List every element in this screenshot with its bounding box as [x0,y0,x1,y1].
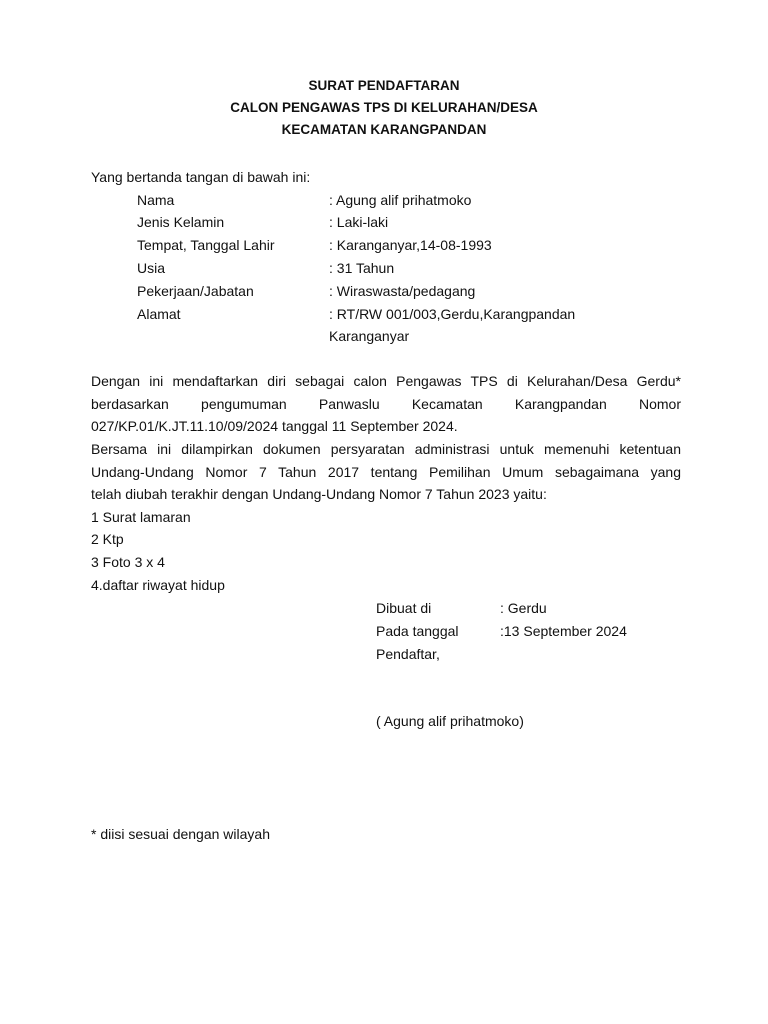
paragraph-line: berdasarkan pengumuman Panwaslu Kecamatan Karangpandan Nomor [91,395,681,412]
registration-paragraph [91,370,681,438]
attachment-paragraph [91,438,681,506]
field-value-address: : RT/RW 001/003,Gerdu,Karangpandan [329,306,576,322]
field-label-birth: Tempat, Tanggal Lahir [137,237,275,253]
paragraph-line: Undang-Undang Nomor 7 Tahun 2017 tentang Pemilihan Umum sebagaimana yang [91,463,681,480]
footnote: * diisi sesuai dengan wilayah [91,826,270,842]
field-label-name: Nama [137,192,175,208]
list-item: 1 Surat lamaran [91,509,191,525]
document-subtitle-district: KECAMATAN KARANGPANDAN [281,122,487,137]
field-value-birth: : Karanganyar,14-08-1993 [329,237,492,253]
field-value-age: : 31 Tahun [329,260,395,276]
field-label-occupation: Pekerjaan/Jabatan [137,283,254,299]
signature-date-value: :13 September 2024 [500,623,627,639]
document-title: SURAT PENDAFTARAN [308,78,460,93]
field-value-address-cont: Karanganyar [329,328,410,344]
list-item: 2 Ktp [91,531,124,547]
paragraph-line: 027/KP.01/K.JT.11.10/09/2024 tanggal 11 September 2024. [91,418,458,435]
signature-place-value: : Gerdu [500,600,547,616]
paragraph-line: Bersama ini dilampirkan dokumen persyaratan administrasi untuk memenuhi ketentuan [91,441,681,457]
field-value-occupation: : Wiraswasta/pedagang [329,283,476,299]
paragraph-line: Dengan ini mendaftarkan diri sebagai calon Pengawas TPS di Kelurahan/Desa Gerdu* [91,373,681,389]
signature-role: Pendaftar, [376,646,440,662]
intro-text: Yang bertanda tangan di bawah ini: [91,169,311,185]
field-label-age: Usia [137,260,166,276]
field-label-address: Alamat [137,306,181,322]
signature-name: ( Agung alif prihatmoko) [376,713,524,729]
paragraph-line: telah diubah terakhir dengan Undang-Undang Nomor 7 Tahun 2023 yaitu: [91,486,547,503]
list-item: 4.daftar riwayat hidup [91,577,225,593]
field-label-gender: Jenis Kelamin [137,214,225,230]
list-item: 3 Foto 3 x 4 [91,554,165,570]
field-value-gender: : Laki-laki [329,214,389,230]
signature-date-label: Pada tanggal [376,623,459,639]
signature-place-label: Dibuat di [376,600,432,616]
document-subtitle: CALON PENGAWAS TPS DI KELURAHAN/DESA [230,100,538,115]
field-value-name: : Agung alif prihatmoko [329,192,472,208]
